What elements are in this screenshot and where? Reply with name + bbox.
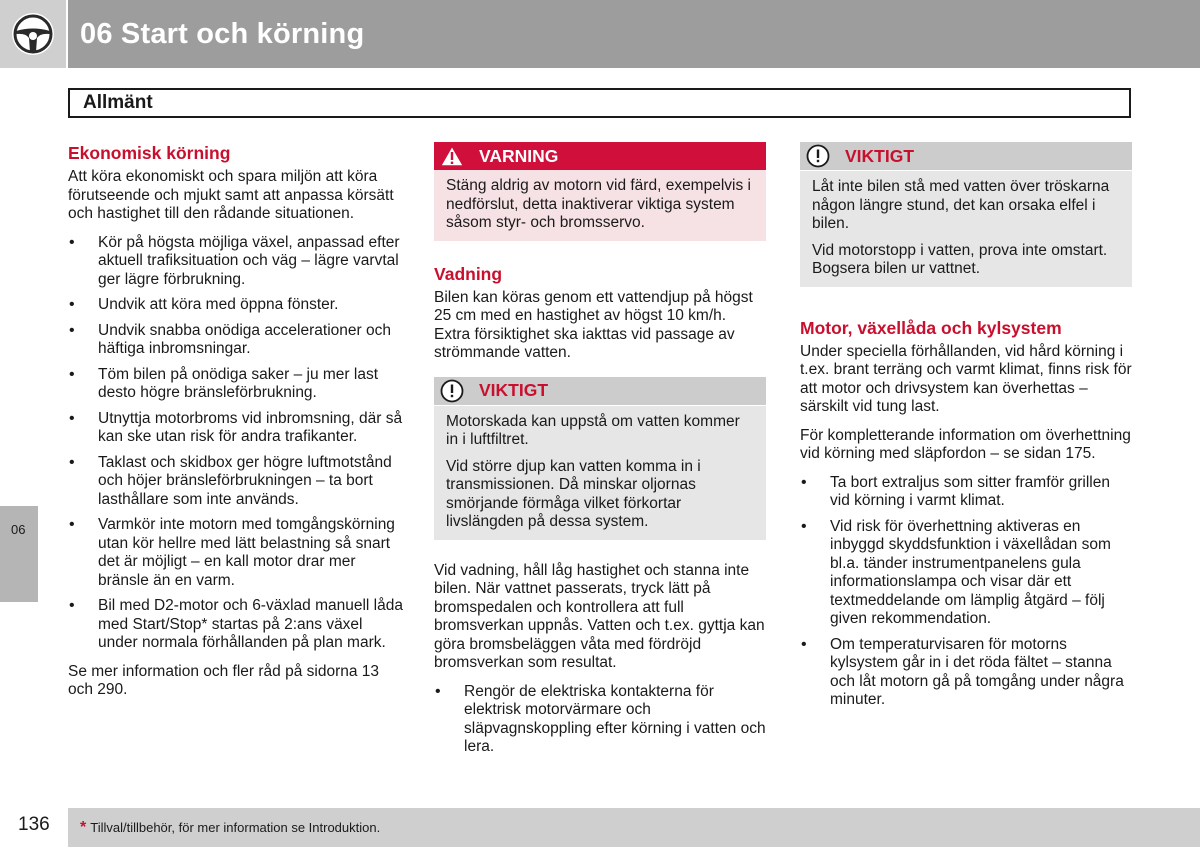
list-item: • Varmkör inte motorn med tomgångskörning utan kör hellre med lätt belastning så snart det är möjligt – en kall motor drar mer bränsle än en varm. [68, 516, 403, 590]
chapter-title: 06 Start och körning [80, 18, 365, 50]
list-item: • Ta bort extraljus som sitter framför grillen vid körning i varmt klimat. [800, 474, 1132, 511]
footer-note-wrap [80, 819, 380, 837]
important-box-water [800, 142, 1132, 287]
important-label: VIKTIGT [479, 380, 549, 401]
steering-wheel-icon [0, 0, 66, 68]
list-item: • Kör på högsta möjliga växel, anpassad efter aktuell trafiksituation och väg – lägre varvtal ger lägre förbrukning. [68, 234, 403, 290]
engine-cooling-intro: Under speciella förhållanden, vid hård körning i t.ex. brant terräng och varmt klimat, finns risk för att motor och drivsystem kan överhettas – särskilt vid tung last. [800, 342, 1132, 415]
list-item: • Bil med D2-motor och 6-växlad manuell låda med Start/Stop* startas på 2:ans växel under normala förhållanden på plan mark. [68, 597, 403, 653]
warning-body [434, 170, 766, 241]
chapter-side-tab [0, 506, 38, 602]
economic-driving-list [68, 234, 403, 653]
wading-intro: Bilen kan köras genom ett vattendjup på högst 25 cm med en hastighet av högst 10 km/h. Extra försiktighet ska iakttas vid passage av strömmande vatten. [434, 288, 753, 361]
exclamation-circle-icon [437, 378, 467, 404]
exclamation-circle-icon [803, 143, 833, 169]
warning-text: Stäng aldrig av motorn vid färd, exempelvis i nedförslut, detta inaktiverar viktiga system såsom styr- och bromsservo. [446, 177, 751, 231]
section-title-box [68, 88, 1131, 118]
wading-paragraph: Vid vadning, håll låg hastighet och stanna inte bilen. När vattnet passerats, tryck lätt på bromspedalen och kontrollera att full bromsverkan uppnås. Vatten och t.ex. gyttja kan göra bromsbeläggen våta med fördröjd bromsverkan som resultat. [434, 561, 765, 671]
engine-cooling-list [800, 474, 1132, 710]
heading-economic-driving: Ekonomisk körning [68, 143, 231, 163]
important-body [800, 171, 1132, 287]
wading-list [434, 683, 766, 757]
footnote-text: Tillval/tillbehör, för mer information se Introduktion. [90, 820, 381, 835]
engine-cooling-paragraph: För kompletterande information om överhettning vid körning med släpfordon – se sidan 175. [800, 426, 1131, 462]
economic-driving-outro: Se mer information och fler råd på sidorna 13 och 290. [68, 662, 380, 698]
important-text-2: Vid större djup kan vatten komma in i transmissionen. Då minskar oljornas smörjande förmåga vilket förkortar livslängden på dessa system. [446, 457, 701, 530]
important-text-1: Motorskada kan uppstå om vatten kommer in i luftfiltret. [446, 412, 740, 448]
list-item: • Vid risk för överhettning aktiveras en inbyggd skyddsfunktion i växellådan som bl.a. tänder instrumentpanelens gula informationslampa och visar där ett textmeddelande om lämplig åtgärd – följ given rekommendation. [800, 518, 1132, 629]
important-box-wading [434, 377, 766, 540]
important-text-2: Vid motorstopp i vatten, prova inte omstart. Bogsera bilen ur vattnet. [812, 241, 1108, 277]
important-body [434, 406, 766, 540]
warning-label: VARNING [479, 145, 559, 166]
page-number: 136 [18, 814, 50, 835]
list-item: • Utnyttja motorbroms vid inbromsning, där så kan ske utan risk för andra trafikanter. [68, 410, 403, 447]
list-item: • Om temperaturvisaren för motorns kylsystem går in i det röda fältet – stanna och låt motorn gå på tomgång under några minuter. [800, 636, 1132, 710]
heading-wading: Vadning [434, 263, 503, 284]
list-item: • Rengör de elektriska kontakterna för elektrisk motorvärmare och släpvagnskoppling efter körning i vatten och lera. [434, 683, 766, 757]
warning-box [434, 142, 766, 241]
side-tab-label: 06 [11, 522, 26, 537]
footer-bar [68, 808, 1200, 847]
list-item: • Taklast och skidbox ger högre luftmotstånd och höjer bränsleförbrukningen – ta bort lasthållare som inte används. [68, 454, 403, 510]
important-header [800, 142, 1132, 171]
list-item: • Undvik att köra med öppna fönster. [68, 296, 403, 315]
important-label: VIKTIGT [845, 145, 915, 166]
economic-driving-intro: Att köra ekonomiskt och spara miljön att köra förutseende och mjukt samt att anpassa körsätt och hastighet till den rådande situationen. [68, 168, 394, 222]
warning-header [434, 142, 766, 170]
column-wading [434, 142, 766, 767]
warning-triangle-icon [437, 143, 467, 169]
footnote-star: * [80, 819, 87, 836]
list-item: • Töm bilen på onödiga saker – ju mer last desto högre bränsleförbrukning. [68, 366, 403, 403]
important-header [434, 377, 766, 406]
section-title: Allmänt [83, 92, 153, 113]
column-engine-cooling [800, 142, 1132, 720]
list-item: • Undvik snabba onödiga accelerationer och häftiga inbromsningar. [68, 322, 403, 359]
heading-engine-cooling: Motor, växellåda och kylsystem [800, 317, 1062, 338]
column-economic-driving [68, 142, 403, 710]
important-text-1: Låt inte bilen stå med vatten över tröskarna någon längre stund, det kan orsaka elfel i bilen. [812, 178, 1110, 232]
header-icon-box [0, 0, 66, 68]
